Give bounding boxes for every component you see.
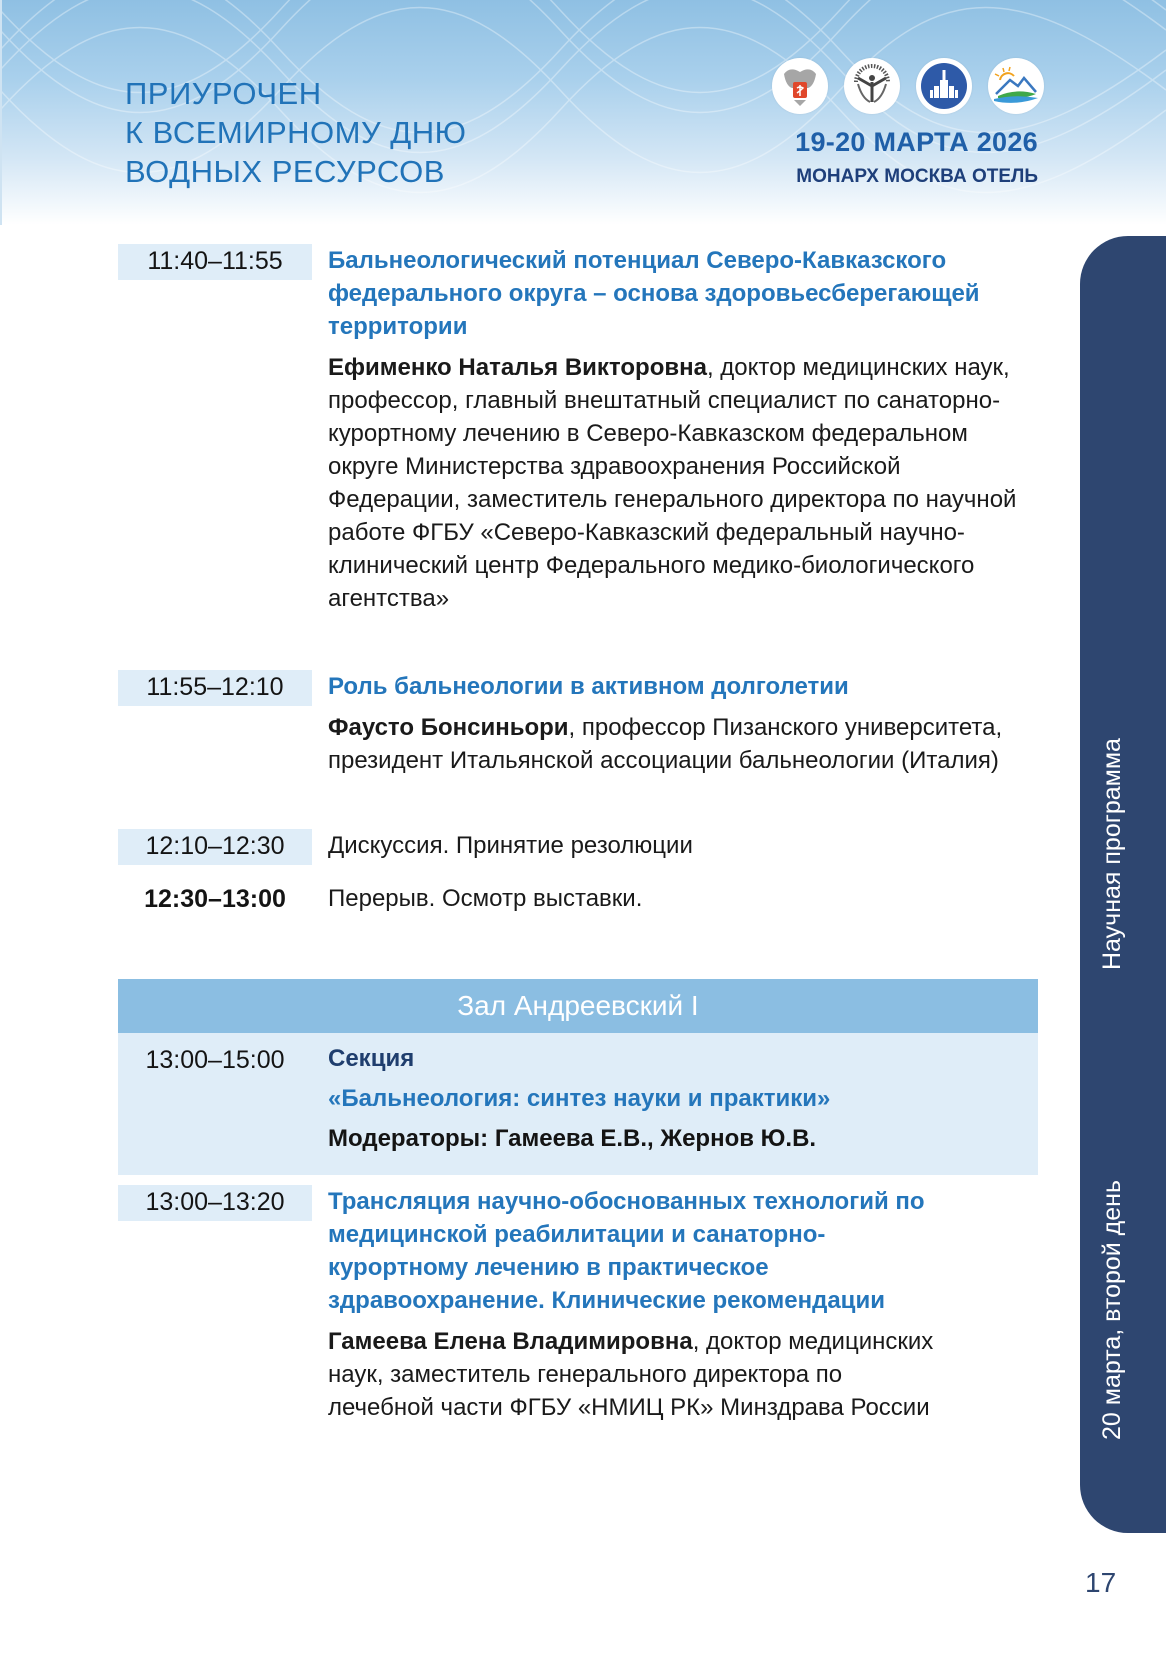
event-venue: МОНАРХ МОСКВА ОТЕЛЬ bbox=[796, 166, 1038, 187]
side-section-label: Научная программа bbox=[1098, 738, 1126, 970]
header-title-line-3: ВОДНЫХ РЕСУРСОВ bbox=[125, 154, 445, 189]
talk-content bbox=[328, 244, 1038, 615]
header-title-line-2: К ВСЕМИРНОМУ ДНЮ bbox=[125, 115, 467, 150]
speaker-name: Фаусто Бонсиньори bbox=[328, 714, 569, 741]
event-dates: 19-20 МАРТА 2026 bbox=[795, 127, 1038, 157]
schedule-text: Дискуссия. Принятие резолюции bbox=[328, 832, 693, 859]
speaker-info bbox=[328, 351, 1038, 615]
speaker-name: Гамеева Елена Владимировна bbox=[328, 1328, 693, 1355]
side-day-label: 20 марта, второй день bbox=[1098, 1179, 1126, 1440]
time-slot: 12:30–13:00 bbox=[144, 885, 286, 913]
talk-content bbox=[328, 1185, 948, 1424]
page-header bbox=[0, 0, 1166, 225]
time-slot: 11:55–12:10 bbox=[118, 670, 312, 706]
header-title bbox=[125, 74, 467, 191]
section-block bbox=[118, 1033, 1038, 1175]
time-slot: 11:40–11:55 bbox=[118, 244, 312, 280]
talk-title: Бальнеологический потенциал Северо-Кавказского федерального округа – основа здоровьесберегающей территории bbox=[328, 247, 980, 340]
talk-title: Роль бальнеологии в активном долголетии bbox=[328, 673, 849, 700]
speaker-info bbox=[328, 1325, 948, 1424]
speaker-name: Ефименко Наталья Викторовна bbox=[328, 354, 707, 381]
ministry-of-health-emblem-icon bbox=[772, 58, 828, 114]
section-moderators: Модераторы: Гамеева Е.В., Жернов Ю.В. bbox=[328, 1125, 817, 1152]
section-label: Секция bbox=[328, 1045, 415, 1072]
schedule-text: Перерыв. Осмотр выставки. bbox=[328, 885, 643, 912]
time-slot: 13:00–15:00 bbox=[145, 1046, 285, 1074]
speaker-info bbox=[328, 711, 1038, 777]
partner-logos bbox=[772, 58, 1044, 114]
talk-title: Трансляция научно-обоснованных технологий по медицинской реабилитации и санаторно-курортному лечению в практическое здравоохранение. Клинические рекомендации bbox=[328, 1188, 925, 1314]
section-content bbox=[328, 1039, 1038, 1159]
section-name: «Бальнеология: синтез науки и практики» bbox=[328, 1085, 831, 1112]
hall-header: Зал Андреевский I bbox=[118, 979, 1038, 1033]
header-edge-line bbox=[0, 0, 2, 225]
human-figure-rays-icon bbox=[844, 58, 900, 114]
speaker-description: , доктор медицинских наук, заместитель генерального директора по лечебной части ФГБУ «НМИЦ РК» Минздрава России bbox=[328, 1328, 934, 1421]
time-slot: 12:10–12:30 bbox=[118, 829, 312, 865]
mountain-water-icon bbox=[988, 58, 1044, 114]
page-number: 17 bbox=[1085, 1567, 1117, 1598]
header-title-line-1: ПРИУРОЧЕН bbox=[125, 76, 322, 111]
moscow-university-building-icon bbox=[916, 58, 972, 114]
talk-content bbox=[328, 670, 1038, 777]
time-slot: 13:00–13:20 bbox=[118, 1185, 312, 1221]
speaker-description: , доктор медицинских наук, профессор, главный внештатный специалист по санаторно-курортному лечению в Северо-Кавказском федеральном округе Министерства здравоохранения Российской Федерации, заместитель генерального директора по научной работе ФГБУ «Северо-Кавказский федеральный научно-клинический центр Федерального медико-биологического агентства» bbox=[328, 354, 1017, 612]
speaker-description: , профессор Пизанского университета, президент Итальянской ассоциации бальнеологии (Италия) bbox=[328, 714, 1003, 774]
